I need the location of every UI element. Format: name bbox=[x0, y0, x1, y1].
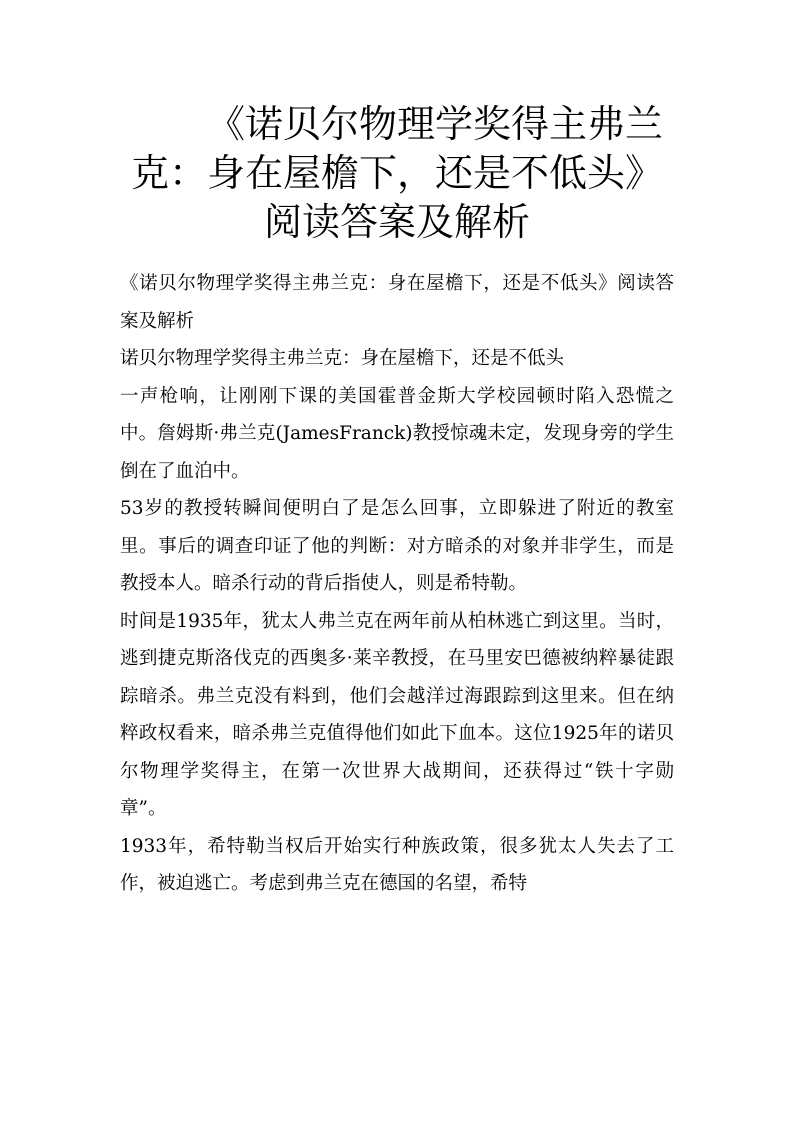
paragraph: 1933年，希特勒当权后开始实行种族政策，很多犹太人失去了工作，被迫逃亡。考虑到弗兰克在德国的名望，希特 bbox=[120, 835, 674, 894]
paragraph-heading-repeat: 《诺贝尔物理学奖得主弗兰克：身在屋檐下，还是不低头》阅读答案及解析 bbox=[120, 273, 674, 332]
document-title: 《诺贝尔物理学奖得主弗兰克：身在屋檐下，还是不低头》阅读答案及解析 bbox=[130, 102, 663, 244]
paragraph-subtitle: 诺贝尔物理学奖得主弗兰克：身在屋檐下，还是不低头 bbox=[120, 348, 565, 369]
paragraph: 时间是1935年，犹太人弗兰克在两年前从柏林逃亡到这里。当时，逃到捷克斯洛伐克的西奥多·莱辛教授，在马里安巴德被纳粹暴徒跟踪暗杀。弗兰克没有料到，他们会越洋过海跟踪到这里来。但在纳粹政权看来，暗杀弗兰克值得他们如此下血本。这位1925年的诺贝尔物理学奖得主，在第一次世界大战期间，还获得过“铁十字勋章”。 bbox=[120, 610, 674, 819]
paragraph: 53岁的教授转瞬间便明白了是怎么回事，立即躲进了附近的教室里。事后的调查印证了他的判断：对方暗杀的对象并非学生，而是教授本人。暗杀行动的背后指使人，则是希特勒。 bbox=[120, 498, 674, 594]
paragraph: 一声枪响，让刚刚下课的美国霍普金斯大学校园顿时陷入恐慌之中。詹姆斯·弗兰克(JamesFranck)教授惊魂未定，发现身旁的学生倒在了血泊中。 bbox=[120, 385, 674, 482]
document-body bbox=[120, 265, 674, 903]
